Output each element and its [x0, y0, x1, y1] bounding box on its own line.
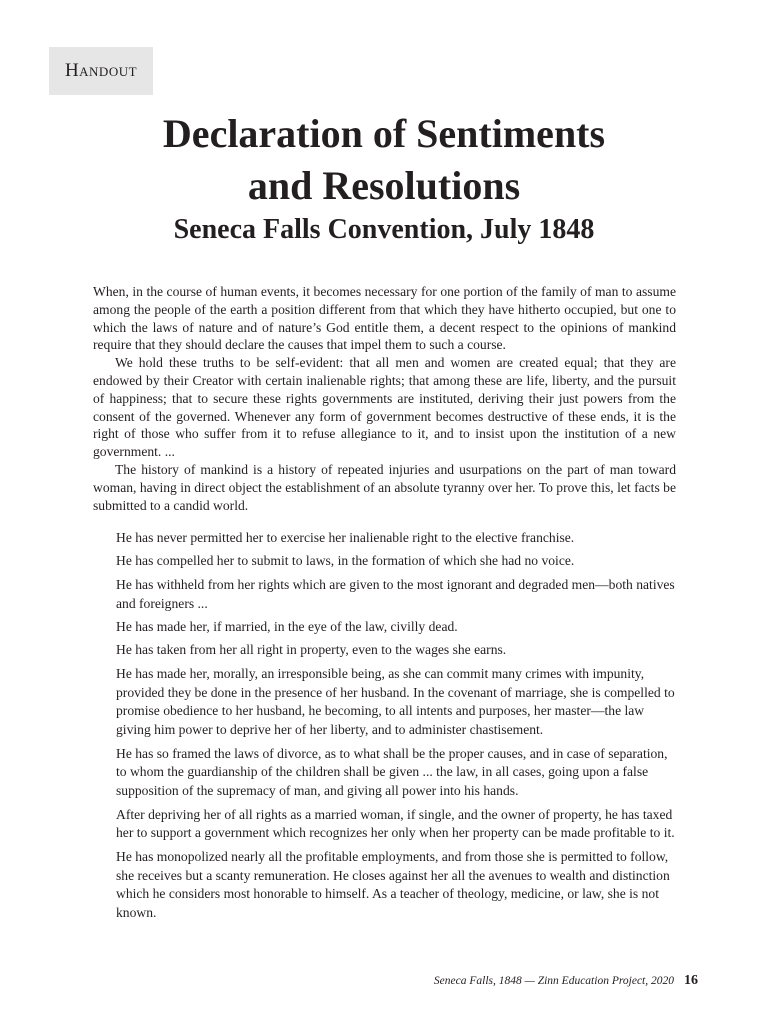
- grievance-item: He has made her, morally, an irresponsible being, as she can commit many crimes with impunity, provided they be done in the presence of her husband. In the covenant of marriage, she is compelled to promise obedience to her husband, he becoming, to all intents and purposes, her master—the law giving him power to deprive her of her liberty, and to administer chastisement.: [116, 665, 675, 738]
- grievance-item: He has made her, if married, in the eye of the law, civilly dead.: [116, 618, 458, 634]
- intro-paragraph: We hold these truths to be self-evident: that all men and women are created equal; that they are endowed by their Creator with certain inalienable rights; that among these are life, liberty, and the pursuit of happiness; that to secure these rights governments are instituted, deriving their just powers from the consent of the governed. Whenever any form of government becomes destructive of these ends, it is the right of those who suffer from it to refuse allegiance to it, and to insist upon the institution of a new government. ...: [93, 355, 676, 460]
- grievances-list: [116, 529, 676, 927]
- handout-label: Handout: [49, 47, 153, 95]
- intro-paragraph: When, in the course of human events, it becomes necessary for one portion of the family of man to assume among the people of the earth a position different from that which they have hitherto occupied, but one to which the laws of nature and of nature’s God entitle them, a decent respect to the opinions of mankind require that they should declare the causes that impel them to such a course.: [93, 284, 676, 353]
- intro-section: [93, 283, 676, 514]
- grievance-item: He has taken from her all right in property, even to the wages she earns.: [116, 642, 507, 658]
- title-line-2: and Resolutions: [247, 163, 521, 208]
- page-subtitle: Seneca Falls Convention, July 1848: [173, 214, 595, 245]
- title-line-1: Declaration of Sentiments: [162, 111, 606, 156]
- grievance-item: He has so framed the laws of divorce, as to what shall be the proper causes, and in case of separation, to whom the guardianship of the children shall be given ... the law, in all cases, going upon a false supposition of the supremacy of man, and giving all power into his hands.: [116, 745, 668, 799]
- page-number: 16: [684, 973, 698, 988]
- page-title: [0, 108, 768, 212]
- grievance-item: He has withheld from her rights which are given to the most ignorant and degraded men—both natives and foreigners ...: [116, 576, 675, 611]
- grievance-item: After depriving her of all rights as a married woman, if single, and the owner of property, he has taxed her to support a government which recognizes her only when her property can be made profitable to it.: [116, 806, 675, 841]
- intro-paragraph: The history of mankind is a history of repeated injuries and usurpations on the part of man toward woman, having in direct object the establishment of an absolute tyranny over her. To prove this, let facts be submitted to a candid world.: [93, 461, 676, 513]
- grievance-item: He has compelled her to submit to laws, in the formation of which she had no voice.: [116, 553, 575, 569]
- grievance-item: He has never permitted her to exercise her inalienable right to the elective franchise.: [116, 530, 575, 545]
- page-footer: [434, 973, 698, 989]
- grievance-item: He has monopolized nearly all the profitable employments, and from those she is permitted to follow, she receives but a scanty remuneration. He closes against her all the avenues to wealth and distinction which he considers most honorable to himself. As a teacher of theology, medicine, or law, she is not known.: [116, 848, 670, 921]
- footer-citation: Seneca Falls, 1848 — Zinn Education Project, 2020: [433, 975, 674, 987]
